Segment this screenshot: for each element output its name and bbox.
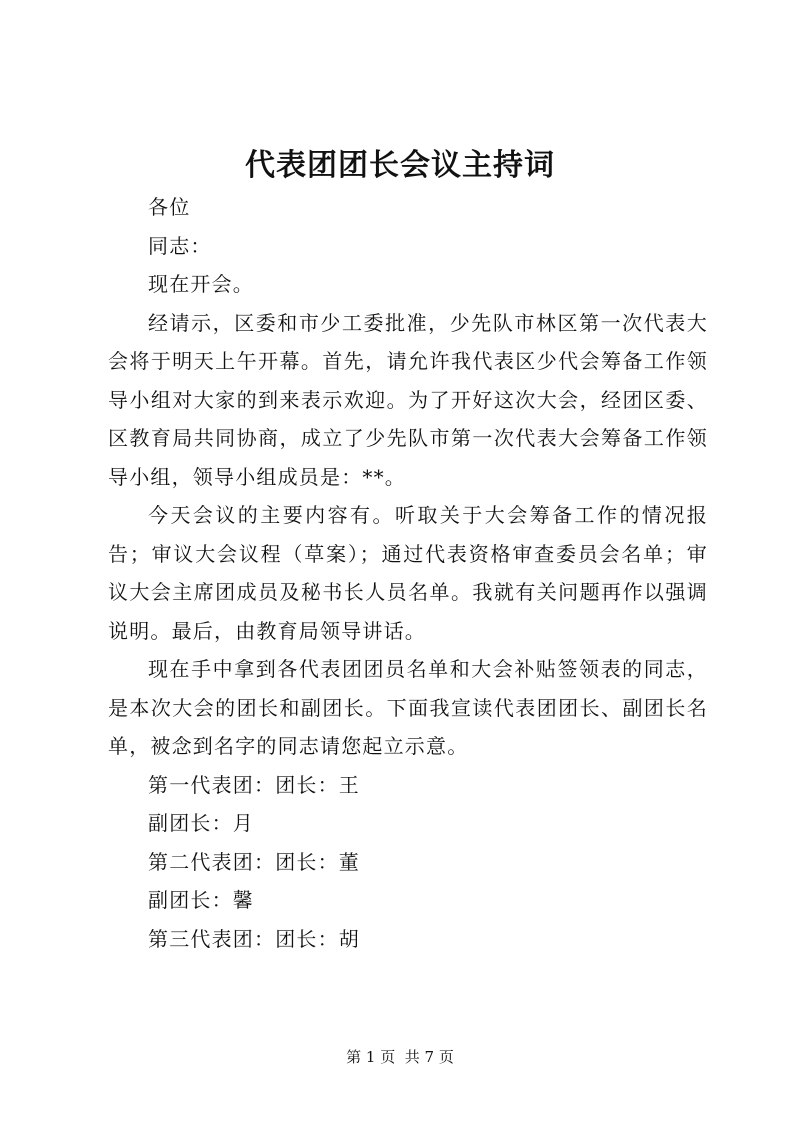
paragraph-opening: 现在开会。: [148, 272, 254, 296]
document-title: 代表团团长会议主持词: [245, 148, 555, 183]
document-body: [108, 188, 708, 958]
paragraph-delegation-2-leader: 第二代表团：团长：董: [148, 849, 360, 874]
paragraph-agenda: 今天会议的主要内容有。听取关于大会筹备工作的情况报告；审议大会议程（草案）；通过代表资格审查委员会名单；审议大会主席团成员及秘书长人员名单。我就有关问题再作以强调说明。最后，由教育局领导讲话。: [108, 503, 708, 643]
page-footer: [0, 1046, 800, 1067]
paragraph-delegation-1-deputy: 副团长：月: [148, 811, 254, 835]
paragraph-salutation-1: 各位: [148, 195, 191, 219]
paragraph-delegation-2-deputy: 副团长：馨: [148, 888, 254, 912]
paragraph-salutation-2: 同志：: [148, 233, 212, 258]
paragraph-delegation-3-leader: 第三代表团：团长：胡: [148, 926, 360, 951]
paragraph-background: 经请示，区委和市少工委批准，少先队市林区第一次代表大会将于明天上午开幕。首先，请允许我代表区少代会筹备工作领导小组对大家的到来表示欢迎。为了开好这次大会，经团区委、区教育局共同协商，成立了少先队市第一次代表大会筹备工作领导小组，领导小组成员是：**。: [108, 310, 708, 489]
paragraph-delegation-1-leader: 第一代表团：团长：王: [148, 772, 360, 797]
paragraph-delegation-intro: 现在手中拿到各代表团团员名单和大会补贴签领表的同志，是本次大会的团长和副团长。下面我宣读代表团团长、副团长名单，被念到名字的同志请您起立示意。: [108, 657, 708, 758]
page-number-label: 第 1 页 共 7 页: [346, 1048, 454, 1066]
